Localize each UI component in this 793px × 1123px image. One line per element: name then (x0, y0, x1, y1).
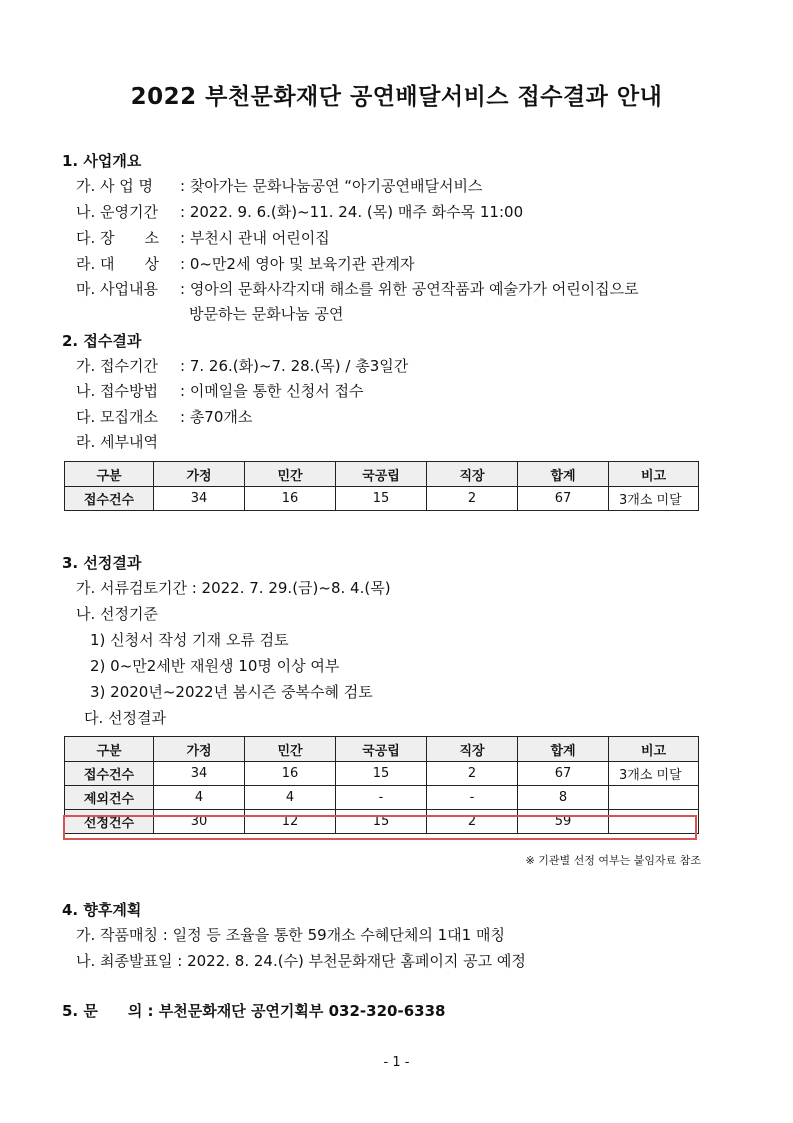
selection-result-label: 다. 선정결과 (84, 709, 166, 727)
table-cell: 15 (336, 762, 427, 786)
table-header-cell: 구분 (65, 737, 154, 762)
table-row (65, 762, 699, 786)
table-cell: 15 (336, 810, 427, 834)
table-cell: - (427, 786, 518, 810)
overview-label: 다. 장 소 (76, 229, 160, 247)
section-3-heading: 3. 선정결과 (62, 554, 142, 572)
overview-value: : 영아의 문화사각지대 해소를 위한 공연작품과 예술가가 어린이집으로 (180, 280, 639, 298)
overview-label: 가. 사 업 명 (76, 177, 154, 195)
reception-table (64, 461, 699, 511)
reception-label: 나. 접수방법 (76, 382, 158, 400)
reception-item-period (76, 355, 408, 376)
reception-item-method (76, 380, 364, 401)
overview-item-target (76, 253, 414, 274)
table-cell: 16 (245, 487, 336, 511)
table-header-cell: 가정 (154, 462, 245, 487)
row-header-cell: 접수건수 (65, 487, 154, 511)
selection-table (64, 736, 699, 834)
plan-item: 가. 작품매칭 : 일정 등 조율을 통한 59개소 수혜단체의 1대1 매칭 (76, 926, 505, 944)
table-cell: 12 (245, 810, 336, 834)
table-row (65, 786, 699, 810)
table-header-cell: 민간 (245, 737, 336, 762)
table-header-cell: 비고 (609, 737, 699, 762)
table-cell: 2 (427, 762, 518, 786)
overview-value: : 2022. 9. 6.(화)~11. 24. (목) 매주 화수목 11:00 (180, 203, 524, 221)
overview-label: 라. 대 상 (76, 255, 160, 273)
table-cell: 30 (154, 810, 245, 834)
footnote: ※ 기관별 선정 여부는 붙임자료 참조 (525, 854, 701, 867)
table-header-row (65, 737, 699, 762)
table-header-cell: 직장 (427, 737, 518, 762)
overview-item-name (76, 175, 482, 196)
table-header-row (65, 462, 699, 487)
table-cell: 2 (427, 487, 518, 511)
table-cell: 34 (154, 762, 245, 786)
table-cell: 15 (336, 487, 427, 511)
review-period: 가. 서류검토기간 : 2022. 7. 29.(금)~8. 4.(목) (76, 579, 391, 597)
reception-item-count (76, 406, 252, 427)
overview-label: 마. 사업내용 (76, 280, 158, 298)
table-cell: 4 (245, 786, 336, 810)
table-cell: 34 (154, 487, 245, 511)
section-2-heading: 2. 접수결과 (62, 332, 142, 350)
overview-item-period (76, 201, 523, 222)
contact-info: 5. 문 의 : 부천문화재단 공연기획부 032-320-6338 (62, 1002, 446, 1020)
table-cell: 3개소 미달 (609, 762, 699, 786)
row-header-cell: 제외건수 (65, 786, 154, 810)
plan-item: 나. 최종발표일 : 2022. 8. 24.(수) 부천문화재단 홈페이지 공고 예정 (76, 952, 526, 970)
table-header-cell: 가정 (154, 737, 245, 762)
section-1-heading: 1. 사업개요 (62, 152, 142, 170)
table-cell: 59 (518, 810, 609, 834)
overview-value: : 0~만2세 영아 및 보육기관 관계자 (180, 255, 415, 273)
table-header-cell: 직장 (427, 462, 518, 487)
table-header-cell: 민간 (245, 462, 336, 487)
overview-label: 나. 운영기간 (76, 203, 158, 221)
selection-criteria-label: 나. 선정기준 (76, 605, 158, 623)
reception-details-label: 라. 세부내역 (76, 433, 158, 451)
table-row (65, 487, 699, 511)
reception-label: 다. 모집개소 (76, 408, 158, 426)
table-cell: 4 (154, 786, 245, 810)
table-cell: 16 (245, 762, 336, 786)
overview-content-continuation: 방문하는 문화나눔 공연 (189, 305, 344, 323)
table-cell: 67 (518, 762, 609, 786)
table-cell: 3개소 미달 (609, 487, 699, 511)
table-header-cell: 국공립 (336, 737, 427, 762)
table-cell: 2 (427, 810, 518, 834)
document-title: 2022 부천문화재단 공연배달서비스 접수결과 안내 (130, 84, 663, 110)
table-row-selected (65, 810, 699, 834)
table-header-cell: 국공립 (336, 462, 427, 487)
criteria-item: 3) 2020년~2022년 봄시즌 중복수혜 검토 (90, 683, 373, 701)
criteria-item: 2) 0~만2세반 재원생 10명 이상 여부 (90, 657, 340, 675)
reception-value: : 총70개소 (180, 408, 253, 426)
overview-value: : 찾아가는 문화나눔공연 “아기공연배달서비스 (180, 177, 483, 195)
table-header-cell: 구분 (65, 462, 154, 487)
page-number: - 1 - (383, 1055, 410, 1070)
table-cell: - (336, 786, 427, 810)
criteria-item: 1) 신청서 작성 기재 오류 검토 (90, 631, 289, 649)
row-header-cell: 접수건수 (65, 762, 154, 786)
reception-value: : 7. 26.(화)~7. 28.(목) / 총3일간 (180, 357, 409, 375)
reception-label: 가. 접수기간 (76, 357, 158, 375)
section-4-heading: 4. 향후계획 (62, 901, 142, 919)
overview-value: : 부천시 관내 어린이집 (180, 229, 330, 247)
row-header-cell: 선정건수 (65, 810, 154, 834)
table-cell (609, 786, 699, 810)
table-header-cell: 비고 (609, 462, 699, 487)
table-header-cell: 합계 (518, 462, 609, 487)
table-cell: 8 (518, 786, 609, 810)
reception-value: : 이메일을 통한 신청서 접수 (180, 382, 364, 400)
table-cell (609, 810, 699, 834)
table-header-cell: 합계 (518, 737, 609, 762)
overview-item-content (76, 278, 639, 299)
table-cell: 67 (518, 487, 609, 511)
overview-item-place (76, 227, 330, 248)
